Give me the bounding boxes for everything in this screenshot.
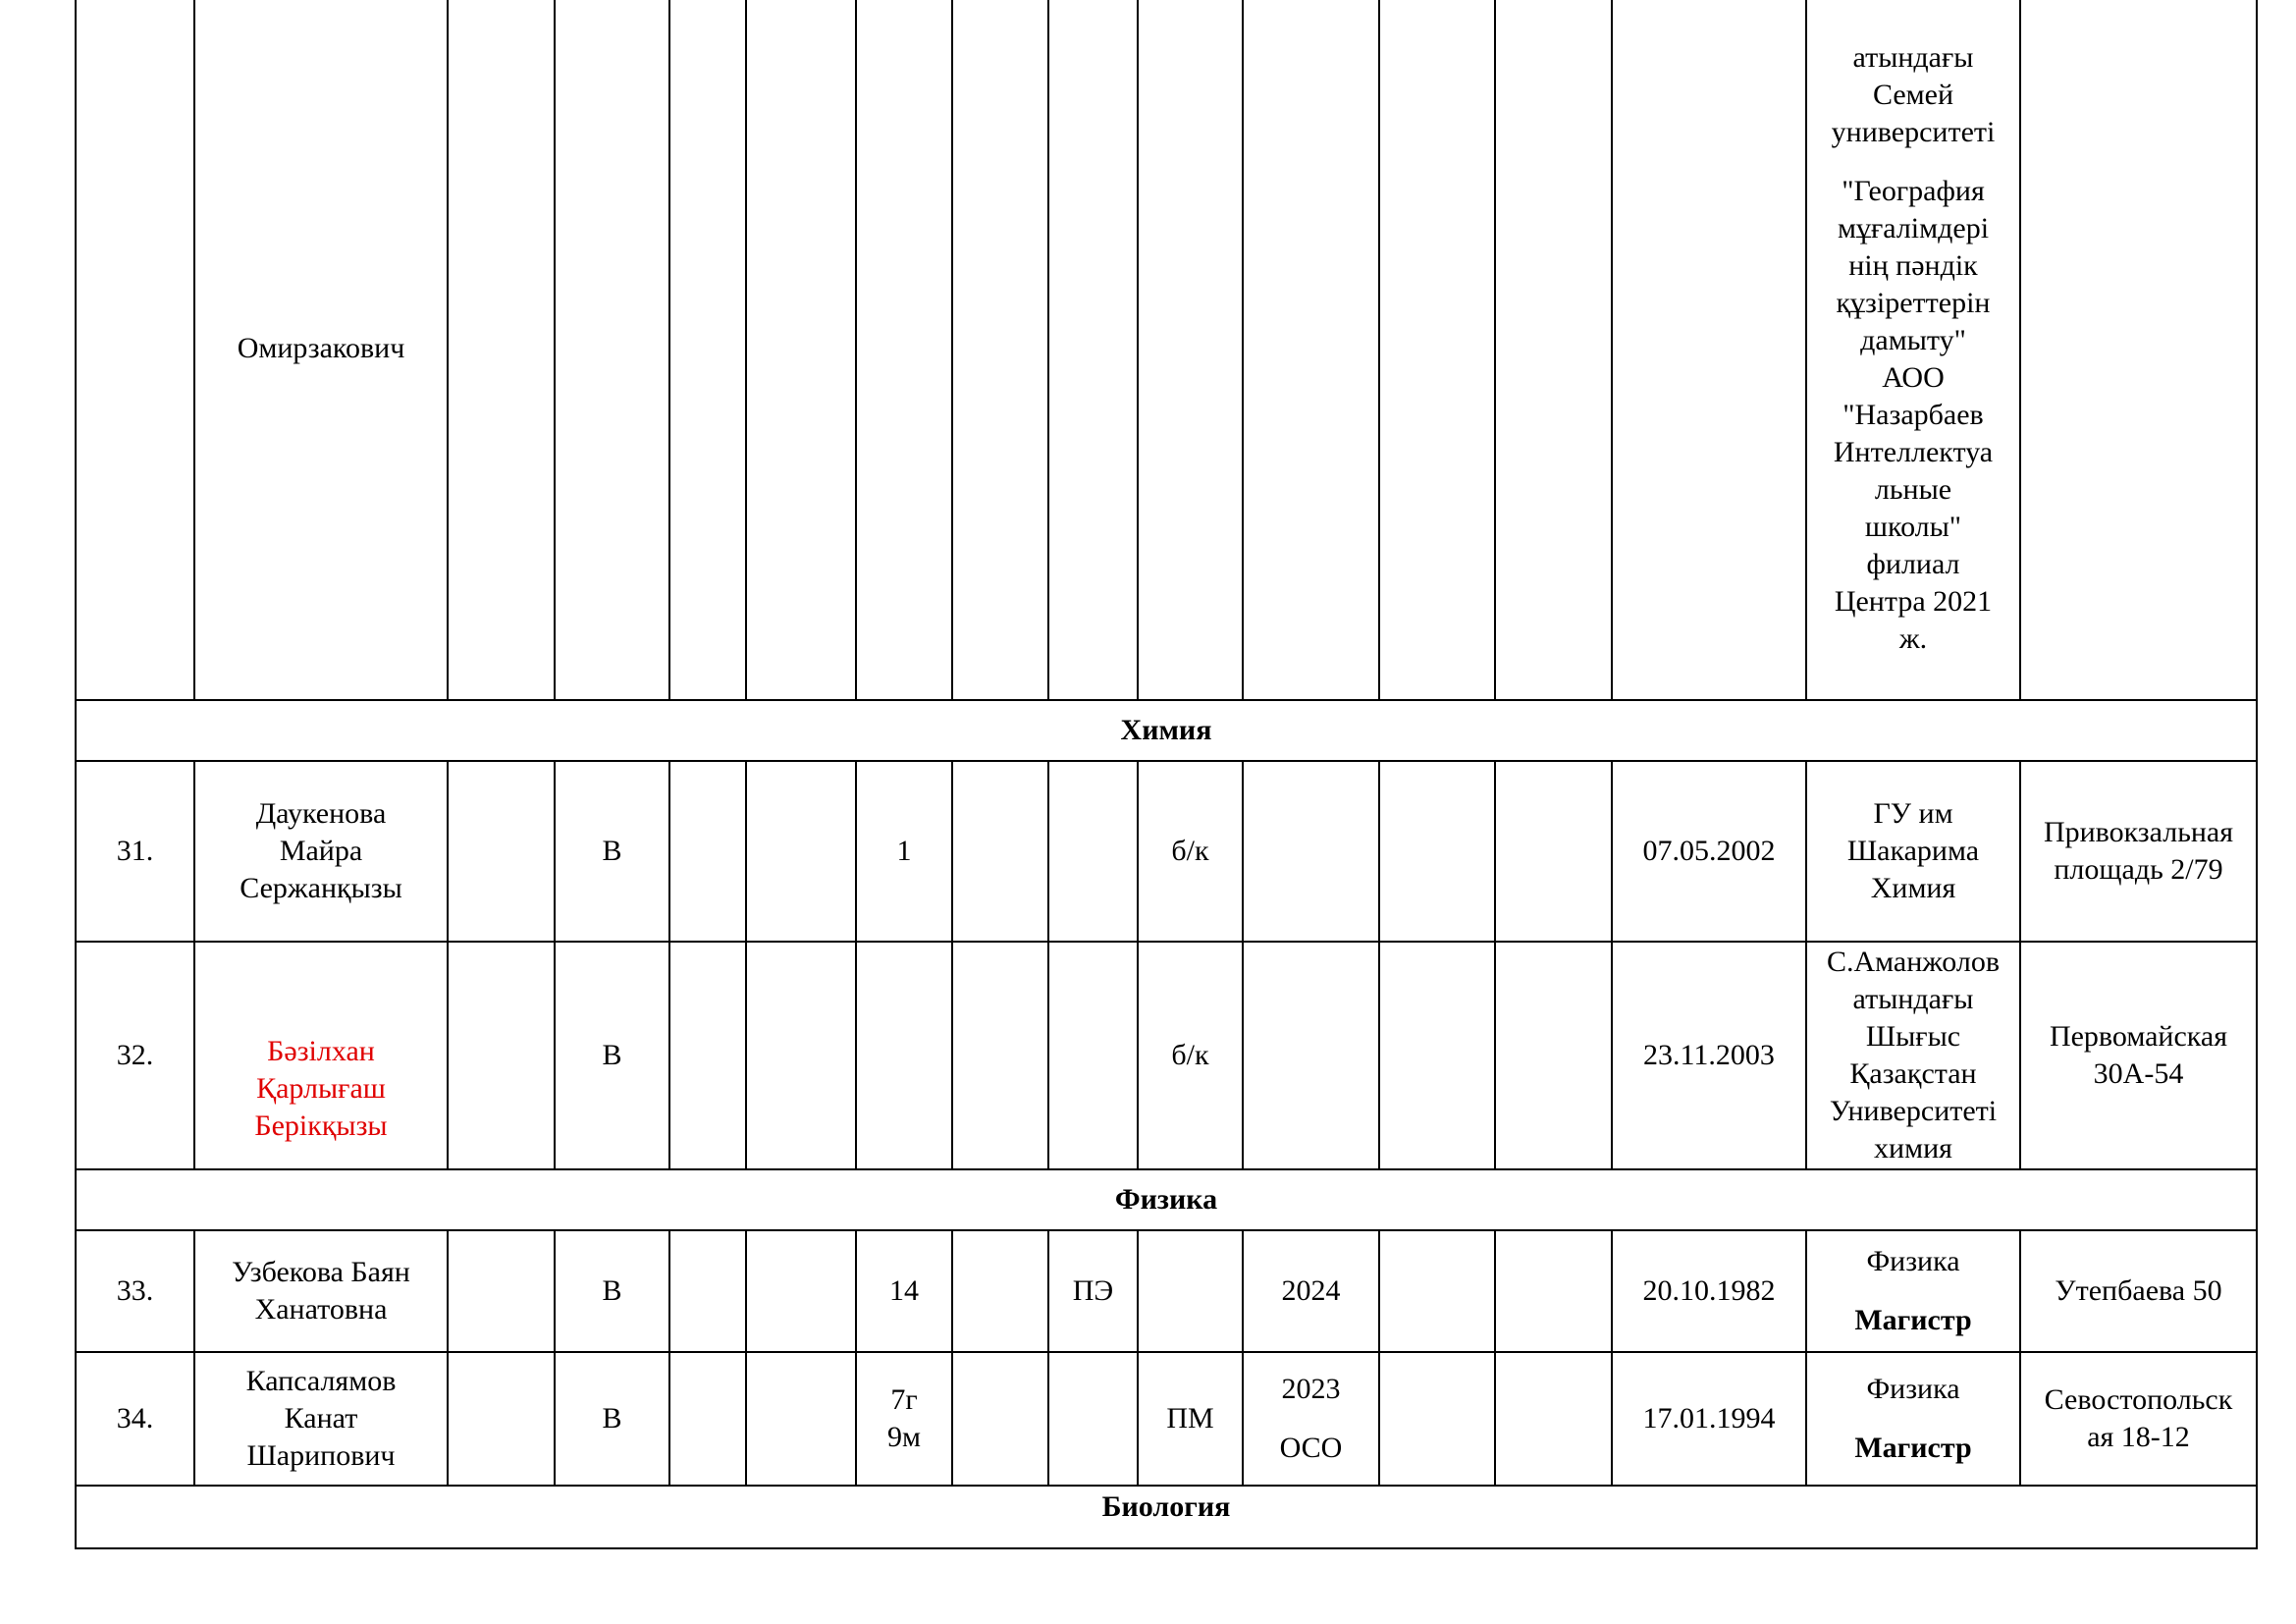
education-cell: Физика Магистр bbox=[1806, 1230, 2020, 1352]
row-number: 34. bbox=[76, 1352, 194, 1486]
teacher-name: Даукенова Майра Сержанқызы bbox=[194, 761, 448, 942]
experience: 7г 9м bbox=[856, 1352, 952, 1486]
course-info: "География мұғалімдері нің пәндік құзіреттерін дамыту" АОО "Назарбаев Интеллектуа льные школы" филиал Центра 2021 ж. bbox=[1833, 175, 1994, 655]
year: 2024 bbox=[1243, 1230, 1379, 1352]
category: В bbox=[555, 1352, 669, 1486]
teacher-name: Бәзілхан Қарлығаш Берікқызы bbox=[194, 942, 448, 1169]
address: Первомайская 30А-54 bbox=[2020, 942, 2257, 1169]
address: Утепбаева 50 bbox=[2020, 1230, 2257, 1352]
birth-date: 23.11.2003 bbox=[1612, 942, 1806, 1169]
qualification: б/к bbox=[1138, 942, 1243, 1169]
category: В bbox=[555, 942, 669, 1169]
row-number: 32. bbox=[76, 942, 194, 1169]
category-code: ПЭ bbox=[1048, 1230, 1138, 1352]
degree: Магистр bbox=[1854, 1432, 1972, 1464]
birth-date: 07.05.2002 bbox=[1612, 761, 1806, 942]
category: В bbox=[555, 1230, 669, 1352]
education-cell: Физика Магистр bbox=[1806, 1352, 2020, 1486]
section-header-physics bbox=[76, 1169, 2257, 1230]
row-number: 31. bbox=[76, 761, 194, 942]
staff-table bbox=[75, 0, 2258, 1549]
education-cell: С.Аманжолов атындағы Шығыс Қазақстан Университеті химия bbox=[1806, 942, 2020, 1169]
section-header-chemistry bbox=[76, 700, 2257, 761]
section-title: Химия bbox=[76, 700, 2257, 761]
section-title: Биология bbox=[76, 1486, 2257, 1548]
degree: Магистр bbox=[1854, 1304, 1972, 1336]
teacher-name: Узбекова Баян Ханатовна bbox=[194, 1230, 448, 1352]
birth-date: 20.10.1982 bbox=[1612, 1230, 1806, 1352]
experience: 14 bbox=[856, 1230, 952, 1352]
qualification: б/к bbox=[1138, 761, 1243, 942]
table-row bbox=[76, 761, 2257, 942]
category: В bbox=[555, 761, 669, 942]
birth-date: 17.01.1994 bbox=[1612, 1352, 1806, 1486]
section-header-biology bbox=[76, 1486, 2257, 1548]
address: Севостопольск ая 18-12 bbox=[2020, 1352, 2257, 1486]
education-cell: атындағы Семей университеті "География мұғалімдері нің пәндік құзіреттерін дамыту" АОО "Назарбаев Интеллектуа льные школы" филиал Центра 2021 ж. bbox=[1806, 0, 2020, 700]
table-row bbox=[76, 942, 2257, 1169]
row-number bbox=[76, 0, 194, 700]
year: 2023 ОСО bbox=[1243, 1352, 1379, 1486]
table-row bbox=[76, 0, 2257, 700]
experience: 1 bbox=[856, 761, 952, 942]
row-number: 33. bbox=[76, 1230, 194, 1352]
address: Привокзальная площадь 2/79 bbox=[2020, 761, 2257, 942]
qualification: ПМ bbox=[1138, 1352, 1243, 1486]
table-row bbox=[76, 1230, 2257, 1352]
teacher-name: Омирзакович bbox=[194, 0, 448, 700]
education-cell: ГУ им Шакарима Химия bbox=[1806, 761, 2020, 942]
section-title: Физика bbox=[76, 1169, 2257, 1230]
teacher-name: Капсалямов Канат Шарипович bbox=[194, 1352, 448, 1486]
table-row bbox=[76, 1352, 2257, 1486]
